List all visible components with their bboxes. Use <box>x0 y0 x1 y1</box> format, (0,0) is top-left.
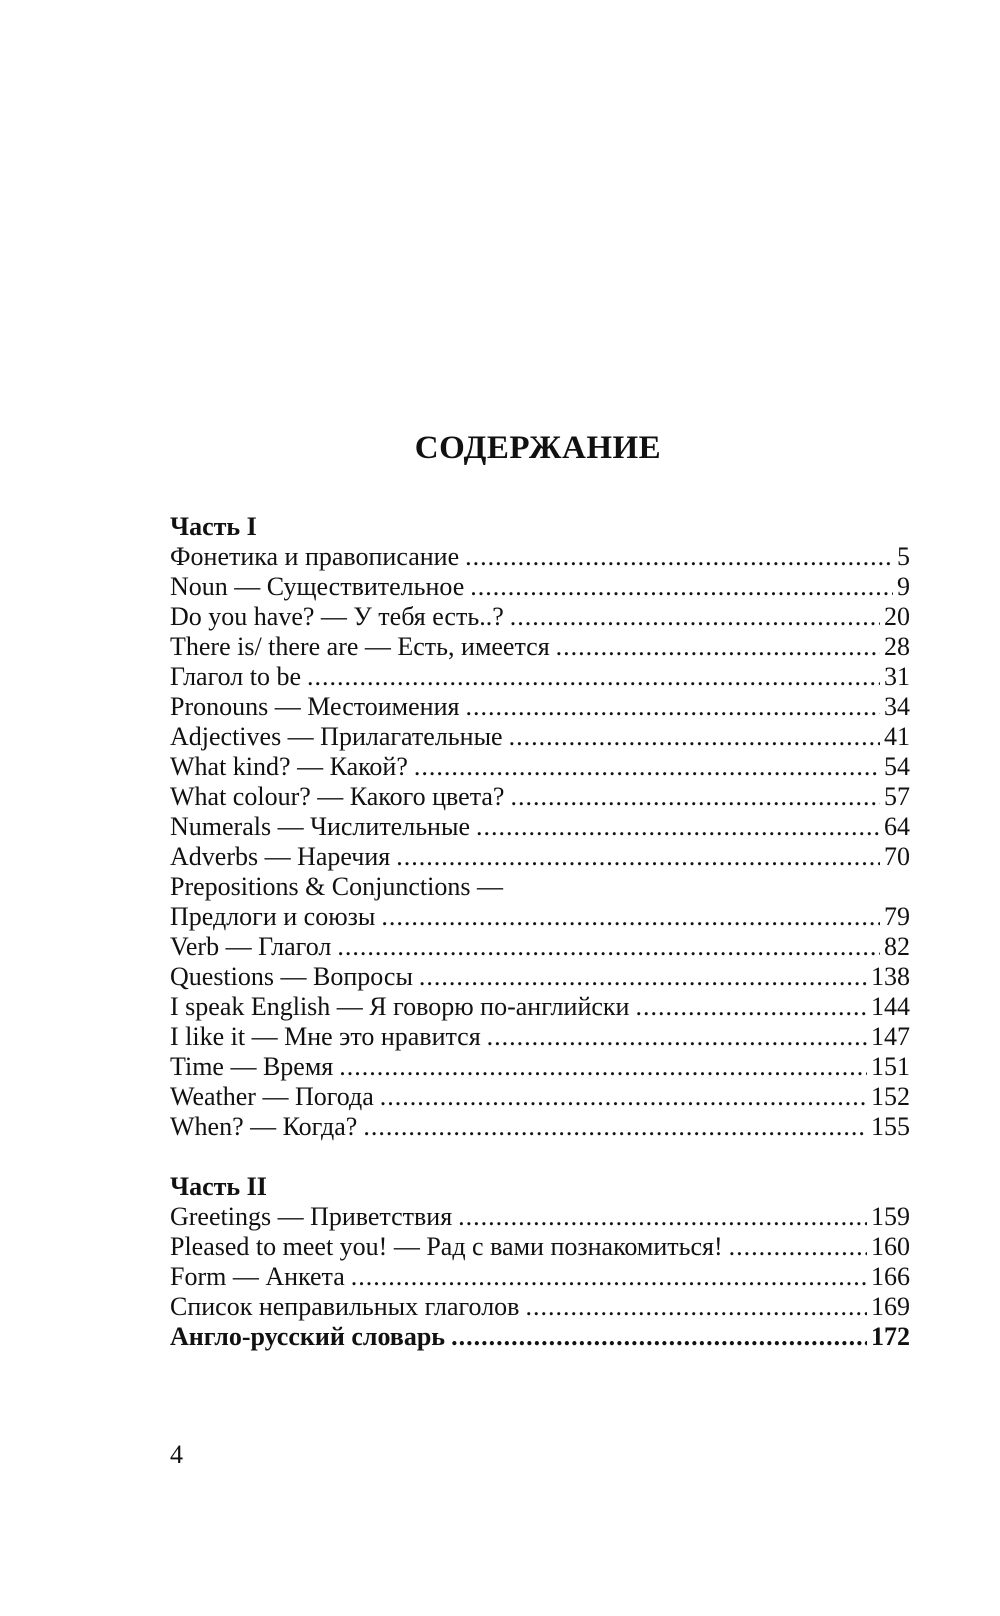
toc-entry-label: What kind? — Какой? <box>170 752 408 781</box>
toc-entry[interactable] <box>170 1052 910 1082</box>
toc-entry-dictionary[interactable] <box>170 1322 910 1352</box>
toc-entry[interactable] <box>170 962 910 992</box>
toc-entry-label: Questions — Вопросы <box>170 962 413 991</box>
toc-entry-page: 5 <box>897 542 910 571</box>
toc-entry-page: 138 <box>871 962 910 991</box>
toc-entry[interactable] <box>170 572 910 602</box>
toc-entry-label: Pronouns — Местоимения <box>170 692 460 721</box>
toc-entry[interactable] <box>170 872 910 902</box>
dot-leader <box>380 1082 867 1112</box>
dot-leader <box>414 752 880 782</box>
toc-entry-label: Prepositions & Conjunctions — <box>170 872 503 901</box>
toc-entry-page: 28 <box>884 632 910 661</box>
table-of-contents <box>170 512 910 1352</box>
dot-leader <box>396 842 880 872</box>
toc-entry-page: 169 <box>871 1292 910 1321</box>
toc-entry-page: 82 <box>884 932 910 961</box>
toc-entry-page: 152 <box>871 1082 910 1111</box>
toc-entry-label: Список неправильных глаголов <box>170 1292 520 1321</box>
toc-entry[interactable] <box>170 722 910 752</box>
toc-entry[interactable] <box>170 992 910 1022</box>
dot-leader <box>556 632 880 662</box>
toc-entry-page: 79 <box>884 902 910 931</box>
toc-entry-page: 9 <box>897 572 910 601</box>
dot-leader <box>487 1022 867 1052</box>
dot-leader <box>465 692 880 722</box>
toc-entry-label: What colour? — Какого цвета? <box>170 782 505 811</box>
dot-leader <box>339 1052 867 1082</box>
toc-entry-page: 155 <box>871 1112 910 1141</box>
dot-leader <box>510 602 880 632</box>
toc-entry-page: 160 <box>871 1232 910 1261</box>
toc-entry-page: 144 <box>871 992 910 1021</box>
dot-leader <box>351 1262 867 1292</box>
toc-entry-page: 147 <box>871 1022 910 1051</box>
dot-leader <box>470 572 893 602</box>
toc-entry[interactable] <box>170 1292 910 1322</box>
toc-entry-page: 151 <box>871 1052 910 1081</box>
part-2-entries <box>170 1202 910 1322</box>
toc-entry-label: Adverbs — Наречия <box>170 842 391 871</box>
toc-entry-page: 41 <box>884 722 910 751</box>
toc-entry-label: I speak English — Я говорю по-английски <box>170 992 630 1021</box>
toc-entry-label: Предлоги и союзы <box>170 902 376 931</box>
toc-entry[interactable] <box>170 842 910 872</box>
dot-leader <box>363 1112 867 1142</box>
toc-entry-label: Глагол to be <box>170 662 302 691</box>
toc-entry-label: Do you have? — У тебя есть..? <box>170 602 504 631</box>
toc-entry-label: Фонетика и правописание <box>170 542 460 571</box>
dot-leader <box>451 1322 867 1352</box>
toc-entry[interactable] <box>170 1112 910 1142</box>
toc-entry[interactable] <box>170 812 910 842</box>
toc-entry-label: Pleased to meet you! — Рад с вами познакомиться! <box>170 1232 723 1261</box>
part-heading: Часть II <box>170 1172 267 1201</box>
toc-entry-label: When? — Когда? <box>170 1112 358 1141</box>
page-title: СОДЕРЖАНИЕ <box>414 430 662 466</box>
toc-entry[interactable] <box>170 1262 910 1292</box>
toc-entry[interactable] <box>170 902 910 932</box>
toc-entry-page: 34 <box>884 692 910 721</box>
toc-entry-label: I like it — Мне это нравится <box>170 1022 481 1051</box>
toc-entry-page: 31 <box>884 662 910 691</box>
toc-entry-label: Form — Анкета <box>170 1262 345 1291</box>
toc-entry[interactable] <box>170 932 910 962</box>
toc-entry[interactable] <box>170 752 910 782</box>
dot-leader <box>509 722 880 752</box>
dot-leader <box>458 1202 867 1232</box>
toc-entry-label: Noun — Существительное <box>170 572 465 601</box>
dot-leader <box>419 962 867 992</box>
toc-entry[interactable] <box>170 1082 910 1112</box>
dot-leader <box>729 1232 867 1262</box>
toc-entry-page: 57 <box>884 782 910 811</box>
toc-entry-page: 54 <box>884 752 910 781</box>
toc-entry-label: Numerals — Числительные <box>170 812 470 841</box>
toc-entry[interactable] <box>170 602 910 632</box>
dot-leader <box>307 662 880 692</box>
dot-leader <box>476 812 880 842</box>
section-gap <box>170 1142 910 1172</box>
toc-entry-label: Time — Время <box>170 1052 334 1081</box>
toc-entry[interactable] <box>170 632 910 662</box>
toc-entry-page: 172 <box>871 1322 910 1351</box>
toc-entry-page: 20 <box>884 602 910 631</box>
part-heading: Часть I <box>170 512 257 541</box>
toc-entry-label: Adjectives — Прилагательные <box>170 722 503 751</box>
toc-entry-page: 166 <box>871 1262 910 1291</box>
toc-entry[interactable] <box>170 662 910 692</box>
toc-entry[interactable] <box>170 1232 910 1262</box>
toc-entry-page: 64 <box>884 812 910 841</box>
toc-entry[interactable] <box>170 692 910 722</box>
toc-entry[interactable] <box>170 542 910 572</box>
toc-entry-label: There is/ there are — Есть, имеется <box>170 632 550 661</box>
dot-leader <box>337 932 880 962</box>
toc-entry-label: Англо-русский словарь <box>170 1322 446 1351</box>
toc-entry-label: Greetings — Приветствия <box>170 1202 453 1231</box>
dot-leader <box>381 902 880 932</box>
dot-leader <box>510 782 880 812</box>
page-number: 4 <box>170 1440 183 1469</box>
dot-leader <box>465 542 893 572</box>
dot-leader <box>525 1292 867 1322</box>
toc-entry-label: Verb — Глагол <box>170 932 332 961</box>
part-1-entries <box>170 542 910 1142</box>
toc-entry[interactable] <box>170 782 910 812</box>
toc-entry-page: 159 <box>871 1202 910 1231</box>
toc-entry[interactable] <box>170 1022 910 1052</box>
toc-entry-page: 70 <box>884 842 910 871</box>
dot-leader <box>635 992 867 1022</box>
toc-entry-label: Weather — Погода <box>170 1082 374 1111</box>
toc-entry[interactable] <box>170 1202 910 1232</box>
